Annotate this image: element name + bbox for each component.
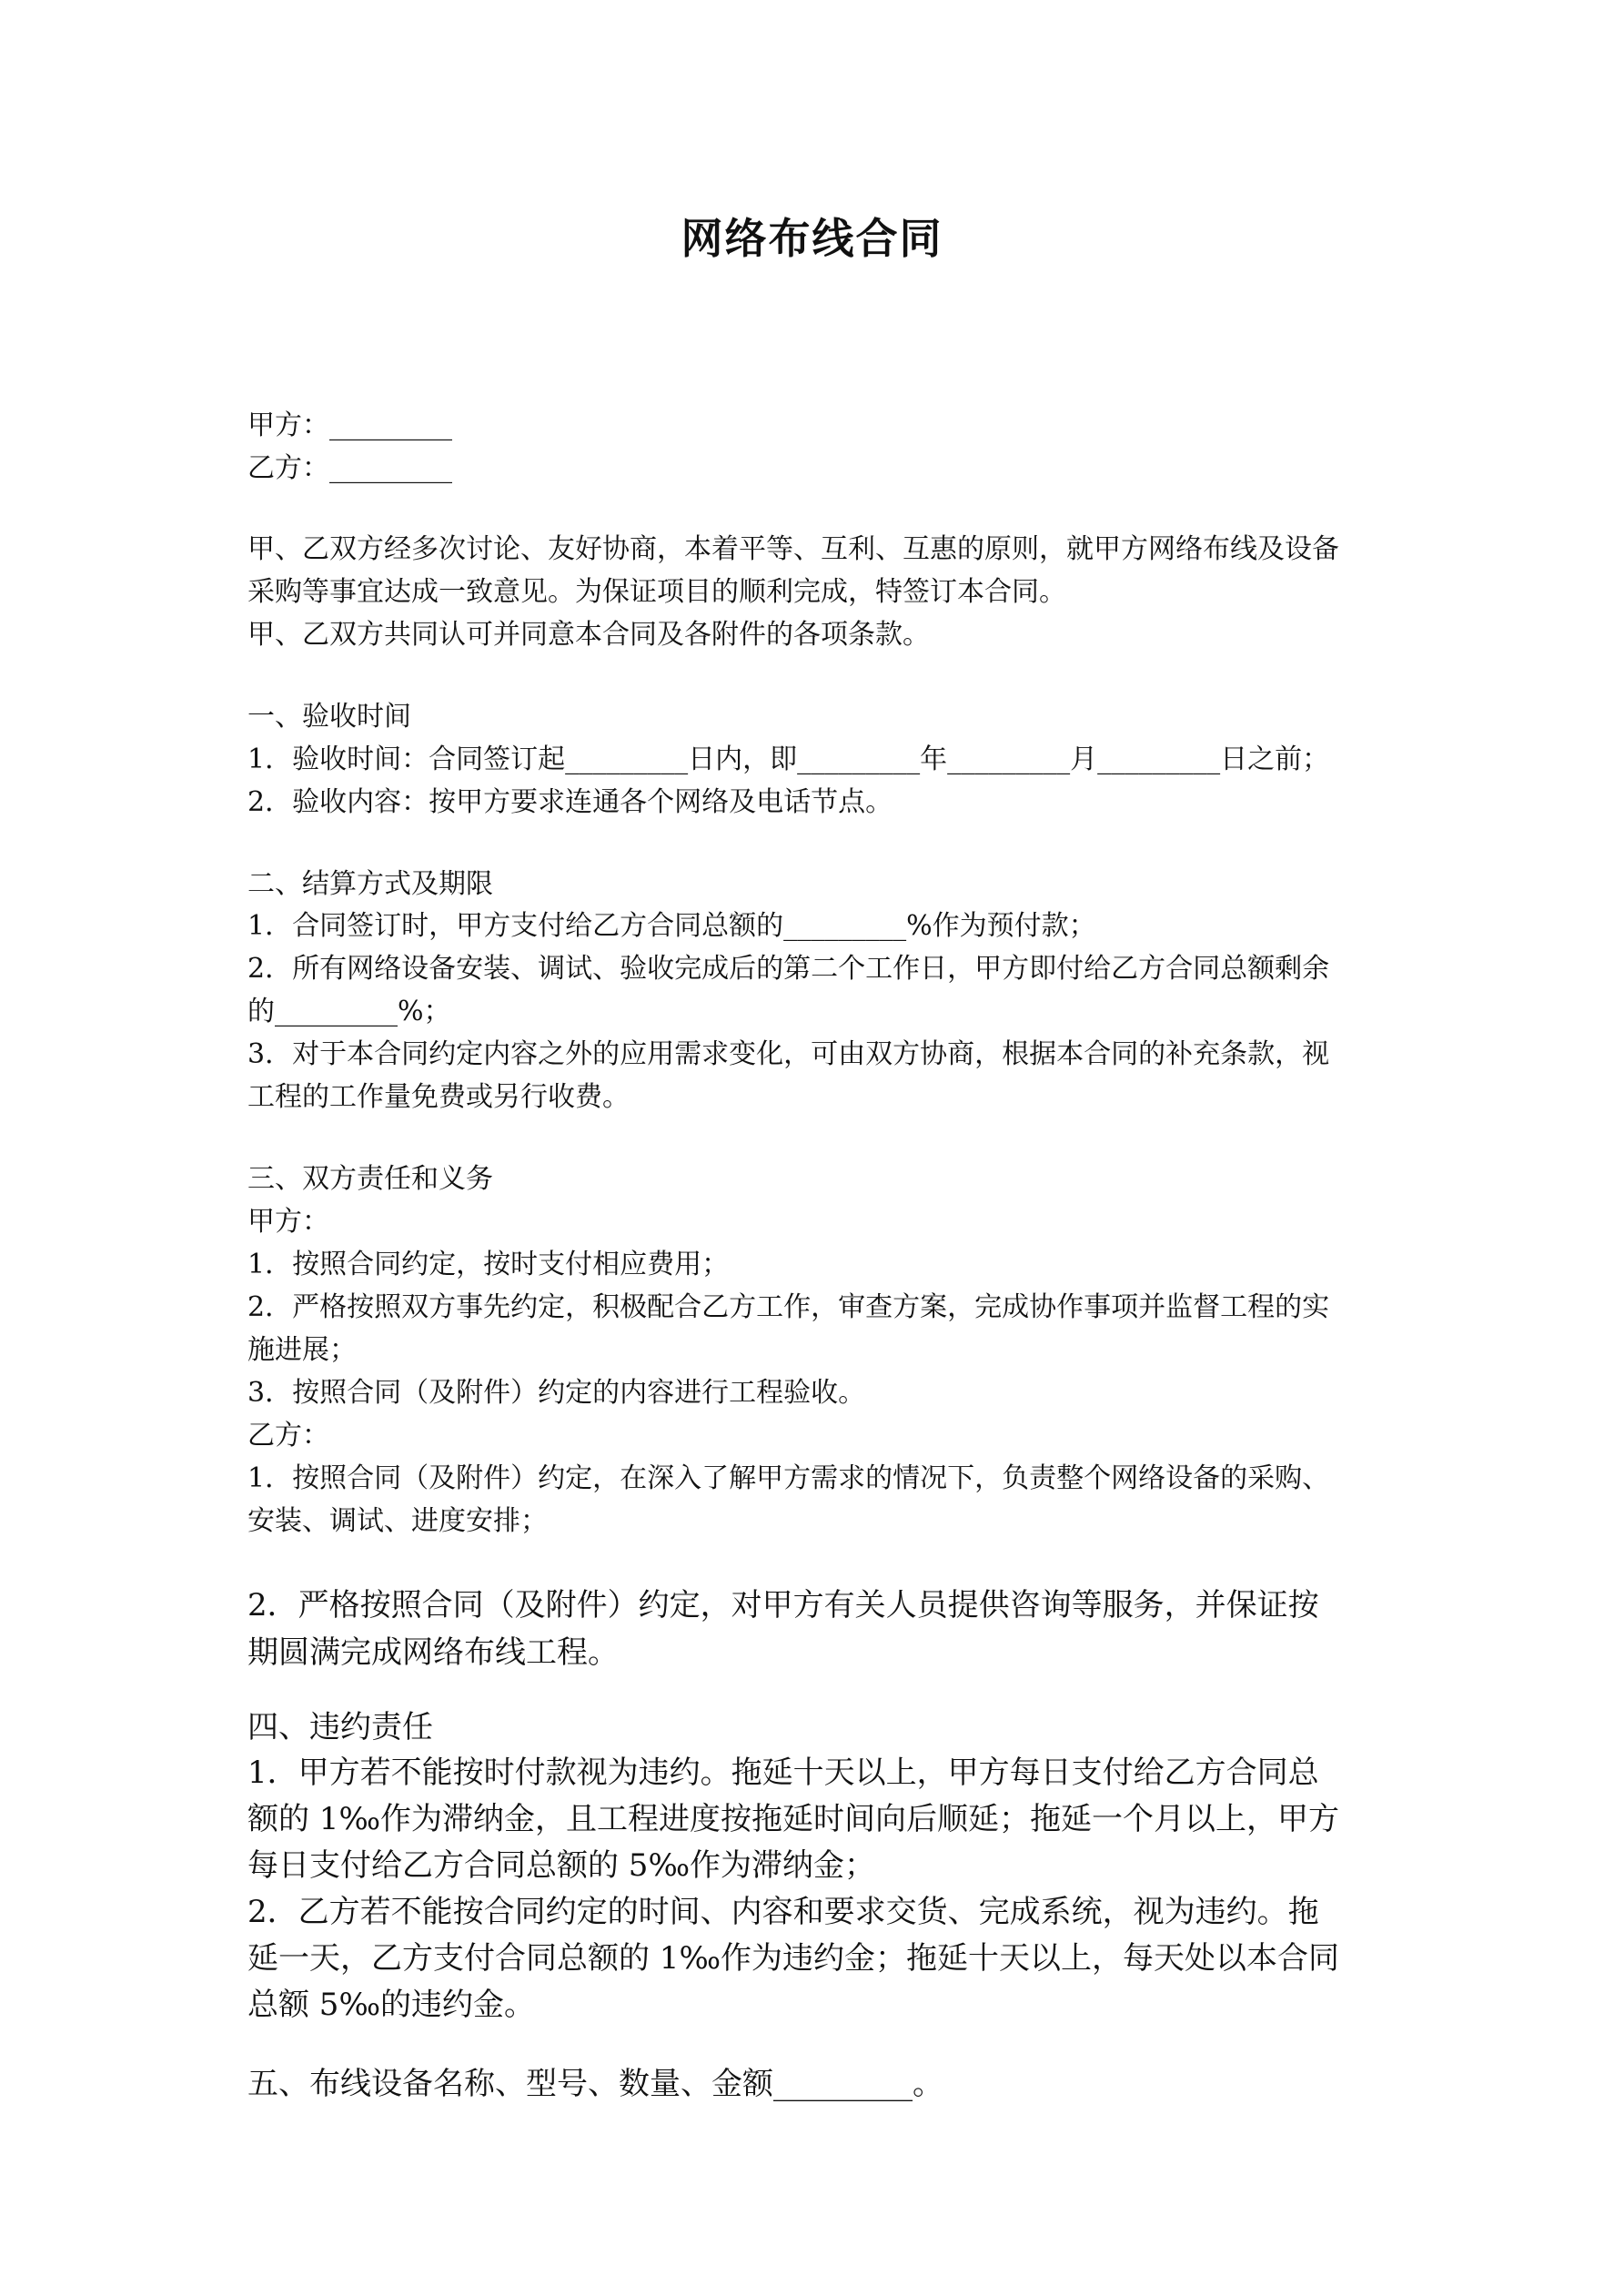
section-3-b-line-3: 2．严格按照合同（及附件）约定，对甲方有关人员提供咨询等服务，并保证按 xyxy=(247,1587,1319,1623)
section-1-heading: 一、验收时间 xyxy=(247,701,411,733)
section-2-line-2: 2．所有网络设备安装、调试、验收完成后的第二个工作日，甲方即付给乙方合同总额剩余 xyxy=(247,953,1330,985)
section-4-line-4: 2．乙方若不能按合同约定的时间、内容和要求交货、完成系统，视为违约。拖 xyxy=(247,1894,1319,1930)
section-3-party-b: 乙方： xyxy=(247,1420,329,1451)
section-3-a-line-4: 3．按照合同（及附件）约定的内容进行工程验收。 xyxy=(247,1377,866,1409)
party-a-line: 甲方：_________ xyxy=(247,410,452,441)
section-3-heading: 三、双方责任和义务 xyxy=(247,1163,493,1195)
section-3-b-line-2: 安装、调试、进度安排； xyxy=(247,1505,548,1537)
section-3-a-line-1: 1．按照合同约定，按时支付相应费用； xyxy=(247,1249,730,1280)
section-3-b-line-4: 期圆满完成网络布线工程。 xyxy=(247,1634,619,1671)
section-4-line-3: 每日支付给乙方合同总额的 5‰作为滞纳金； xyxy=(247,1847,876,1884)
section-1-line-1: 1．验收时间：合同签订起_________日内，即_________年_________月_________日之前； xyxy=(247,743,1330,775)
section-3-a-line-3: 施进展； xyxy=(247,1334,357,1366)
section-3-b-line-1: 1．按照合同（及附件）约定，在深入了解甲方需求的情况下，负责整个网络设备的采购、 xyxy=(247,1462,1330,1494)
section-3-party-a: 甲方： xyxy=(247,1206,329,1238)
section-2-line-3: 的_________%； xyxy=(247,996,451,1027)
party-b-line: 乙方：_________ xyxy=(247,452,452,484)
intro-line-3: 甲、乙双方共同认可并同意本合同及各附件的各项条款。 xyxy=(247,619,930,651)
section-2-line-5: 工程的工作量免费或另行收费。 xyxy=(247,1081,630,1113)
intro-line-2: 采购等事宜达成一致意见。为保证项目的顺利完成，特签订本合同。 xyxy=(247,576,1066,608)
intro-line-1: 甲、乙双方经多次讨论、友好协商，本着平等、互利、互惠的原则，就甲方网络布线及设备 xyxy=(247,533,1339,565)
section-2-line-1: 1．合同签订时，甲方支付给乙方合同总额的_________%作为预付款； xyxy=(247,910,1096,942)
section-1-line-2: 2．验收内容：按甲方要求连通各个网络及电话节点。 xyxy=(247,786,893,818)
section-4-line-6: 总额 5‰的违约金。 xyxy=(247,1987,536,2023)
section-3-a-line-2: 2．严格按照双方事先约定，积极配合乙方工作，审查方案，完成协作事项并监督工程的实 xyxy=(247,1291,1330,1323)
section-5-heading: 五、布线设备名称、型号、数量、金额_________。 xyxy=(247,2066,943,2102)
section-4-line-1: 1．甲方若不能按时付款视为违约。拖延十天以上，甲方每日支付给乙方合同总 xyxy=(247,1755,1319,1791)
section-4-line-2: 额的 1‰作为滞纳金，且工程进度按拖延时间向后顺延；拖延一个月以上，甲方 xyxy=(247,1801,1340,1837)
section-4-line-5: 延一天，乙方支付合同总额的 1‰作为违约金；拖延十天以上，每天处以本合同 xyxy=(247,1940,1340,1977)
section-4-heading: 四、违约责任 xyxy=(247,1709,433,1745)
document-title: 网络布线合同 xyxy=(681,214,943,263)
section-2-heading: 二、结算方式及期限 xyxy=(247,868,493,900)
section-2-line-4: 3．对于本合同约定内容之外的应用需求变化，可由双方协商，根据本合同的补充条款，视 xyxy=(247,1038,1330,1070)
